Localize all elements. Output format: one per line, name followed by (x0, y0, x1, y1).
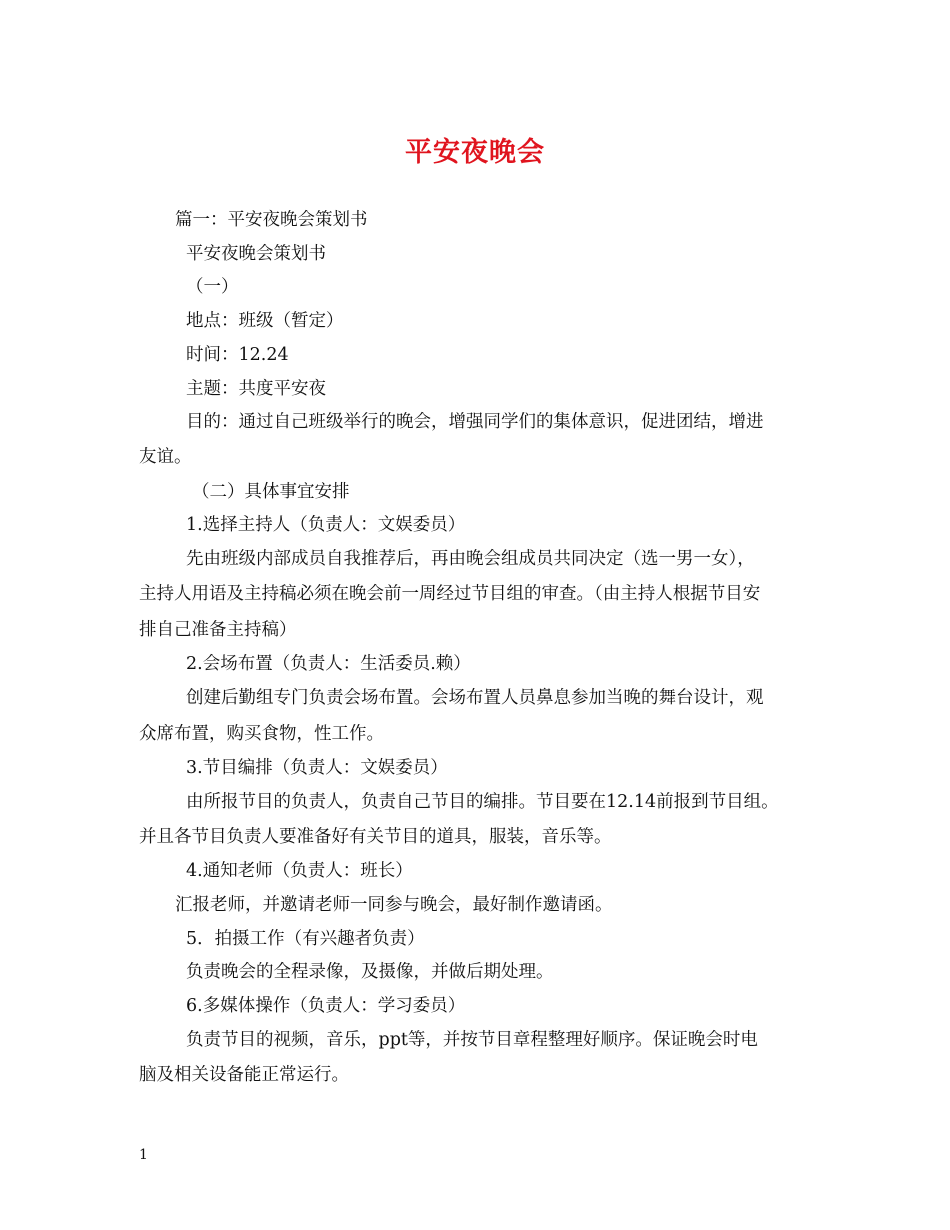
item-2-text-cont: 众席布置，购买食物，性工作。 (139, 724, 384, 744)
item-6-text-cont: 脑及相关设备能正常运行。 (139, 1065, 349, 1085)
item-3-heading: 3.节目编排（负责人：文娱委员） (186, 758, 448, 778)
part-one-label: （一） (186, 277, 239, 297)
item-5-heading: 5．拍摄工作（有兴趣者负责） (186, 929, 425, 949)
item-3-text-cont: 并且各节目负责人要准备好有关节目的道具，服装，音乐等。 (139, 827, 612, 847)
purpose-line-cont: 友谊。 (139, 447, 192, 467)
item-2-text: 创建后勤组专门负责会场布置。会场布置人员鼻息参加当晚的舞台设计，观 (186, 688, 764, 708)
section-heading: 篇一：平安夜晚会策划书 (175, 210, 368, 230)
location-line: 地点：班级（暂定） (186, 311, 344, 331)
page-number: 1 (139, 1147, 148, 1163)
item-3-text: 由所报节目的负责人，负责自己节目的编排。节目要在12.14前报到节目组。 (186, 792, 779, 812)
item-4-heading: 4.通知老师（负责人：班长） (186, 861, 413, 881)
theme-line: 主题：共度平安夜 (186, 379, 326, 399)
time-line: 时间：12.24 (186, 345, 289, 365)
item-1-text: 先由班级内部成员自我推荐后，再由晚会组成员共同决定（选一男一女）， (186, 549, 755, 569)
item-1-heading: 1.选择主持人（负责人：文娱委员） (186, 515, 466, 535)
document-title: 平安夜晚会 (405, 137, 545, 168)
item-2-heading: 2.会场布置（负责人：生活委员.赖） (186, 654, 471, 674)
purpose-line: 目的：通过自己班级举行的晚会，增强同学们的集体意识，促进团结，增进 (186, 412, 764, 432)
item-1-text-cont: 主持人用语及主持稿必须在晚会前一周经过节目组的审查。（由主持人根据节目安 (139, 584, 761, 604)
subtitle-line: 平安夜晚会策划书 (186, 244, 326, 264)
item-5-text: 负责晚会的全程录像，及摄像，并做后期处理。 (186, 962, 554, 982)
part-two-heading: （二）具体事宜安排 (192, 482, 350, 502)
item-6-text: 负责节目的视频，音乐，ppt等，并按节目章程整理好顺序。保证晚会时电 (186, 1030, 758, 1050)
item-6-heading: 6.多媒体操作（负责人：学习委员） (186, 996, 466, 1016)
item-1-text-cont: 排自己准备主持稿） (139, 620, 297, 640)
item-4-text: 汇报老师，并邀请老师一同参与晚会，最好制作邀请函。 (175, 895, 613, 915)
